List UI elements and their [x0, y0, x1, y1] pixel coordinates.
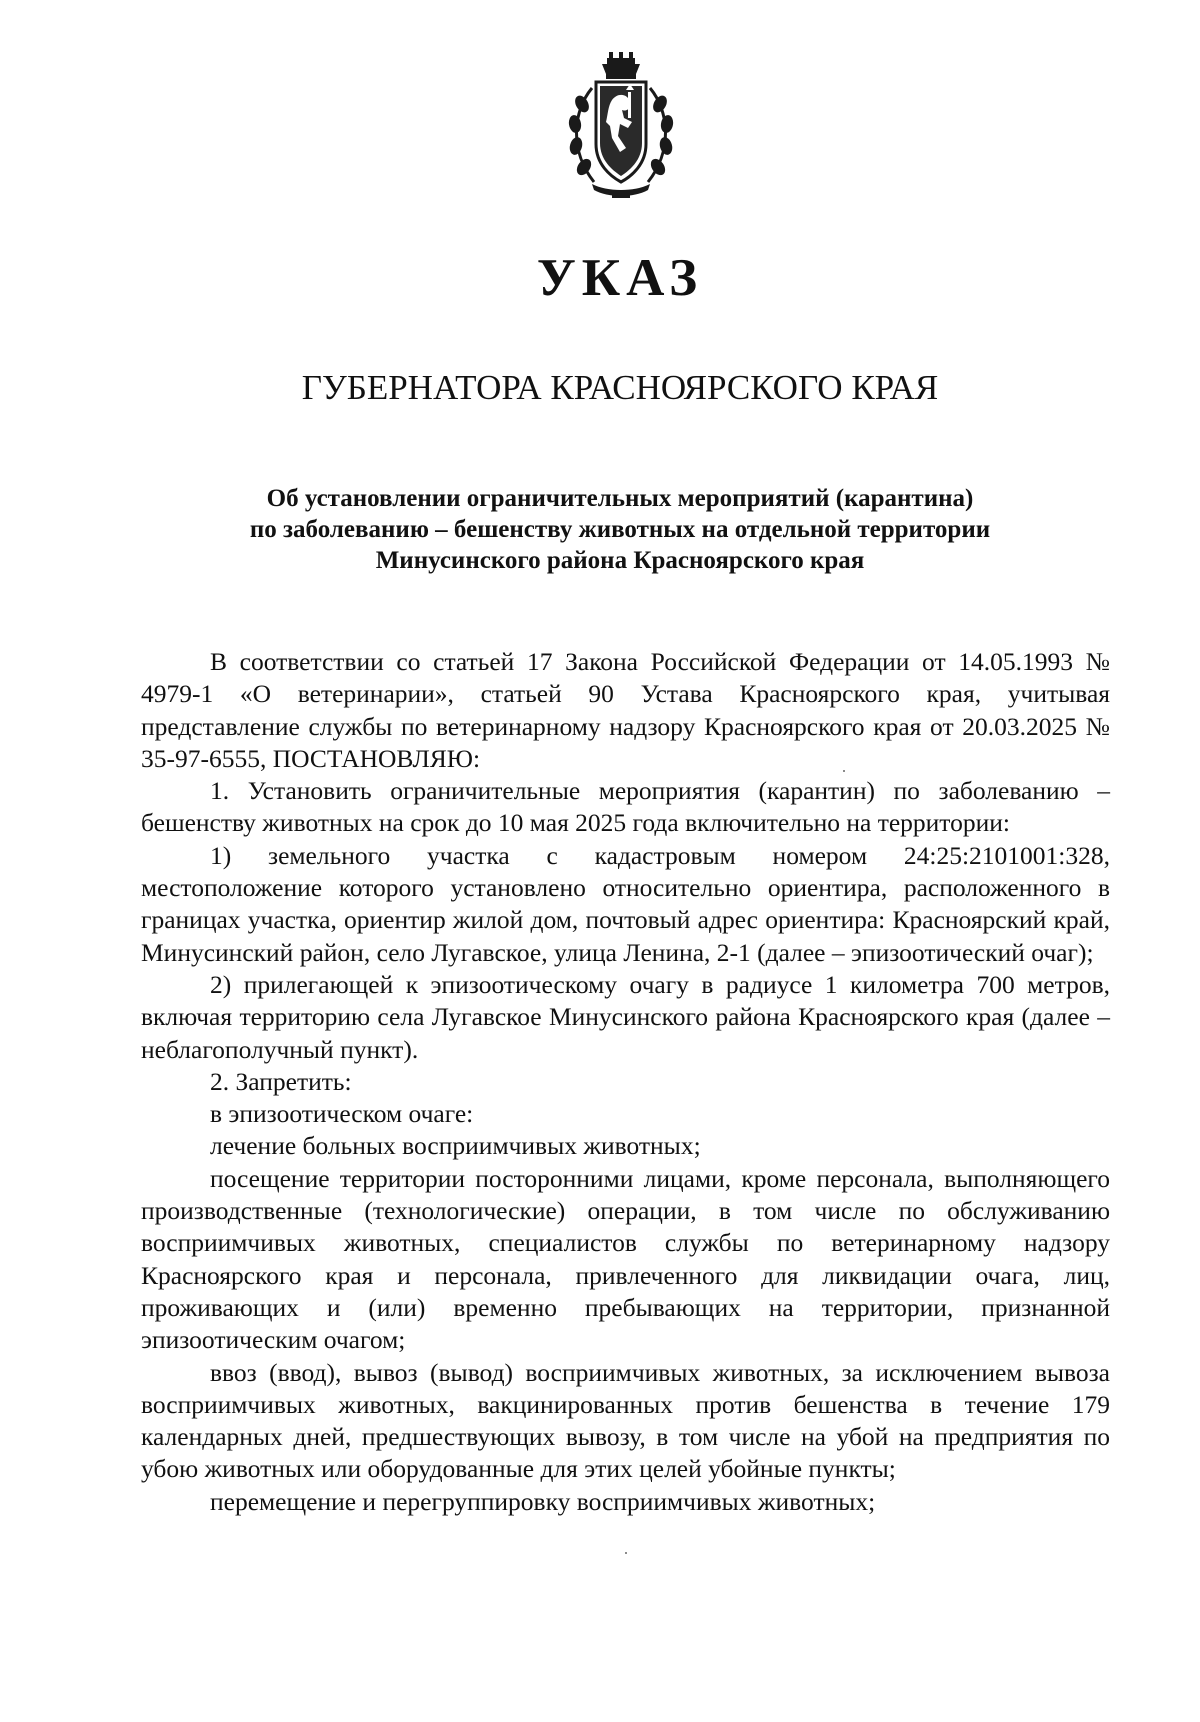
coat-of-arms-icon	[562, 52, 680, 200]
scan-speck	[625, 1552, 627, 1554]
body-paragraph: В соответствии со статьей 17 Закона Российской Федерации от 14.05.1993 № 4979-1 «О ветеринарии», статьей 90 Устава Красноярского края, учитывая представление службы по ветеринарному надзору Красноярского края от 20.03.2025 № 35-97-6555, ПОСТАНОВЛЯЮ:	[141, 647, 1110, 773]
body-paragraph: лечение больных восприимчивых животных;	[210, 1131, 701, 1161]
body-paragraph: 2. Запретить:	[210, 1066, 352, 1096]
document-title	[140, 483, 1100, 576]
body-paragraph: ввоз (ввод), вывоз (вывод) восприимчивых животных, за исключением вывоза восприимчивых животных, вакцинированных против бешенства в течение 179 календарных дней, предшествующих вывозу, в том числе на убой на предприятия по убою животных или оборудованные для этих целей убойные пункты;	[141, 1357, 1110, 1484]
issuer-heading: ГУБЕРНАТОРА КРАСНОЯРСКОГО КРАЯ	[301, 368, 939, 407]
body-paragraph: 1. Установить ограничительные мероприятия (карантин) по заболеванию – бешенству животных на срок до 10 мая 2025 года включительно на территории:	[141, 776, 1110, 838]
body-paragraph: перемещение и перегруппировку восприимчивых животных;	[210, 1486, 876, 1516]
body-paragraph: 1) земельного участка с кадастровым номером 24:25:2101001:328, местоположение которого установлено относительно ориентира, расположенного в границах участка, ориентир жилой дом, почтовый адрес ориентира: Красноярский край, Минусинский район, село Лугавское, улица Ленина, 2-1 (далее – эпизоотический очаг);	[141, 840, 1110, 967]
scan-speck	[843, 770, 845, 772]
body-paragraph: в эпизоотическом очаге:	[210, 1099, 474, 1129]
body-paragraph: посещение территории посторонними лицами, кроме персонала, выполняющего производственные (технологические) операции, в том числе по обслуживанию восприимчивых животных, специалистов службы по ветеринарному надзору Красноярского края и персонала, привлеченного для ликвидации очага, лиц, проживающих и (или) временно пребывающих на территории, признанной эпизоотическим очагом;	[141, 1163, 1110, 1355]
body-paragraph: 2) прилегающей к эпизоотическому очагу в радиусе 1 километра 700 метров, включая территорию села Лугавское Минусинского района Красноярского края (далее – неблагополучный пункт).	[141, 969, 1110, 1064]
title-line: по заболеванию – бешенству животных на отдельной территории	[249, 516, 991, 543]
title-line: Об установлении ограничительных мероприятий (карантина)	[266, 485, 974, 512]
document-body	[141, 646, 1110, 1518]
document-type: УКАЗ	[536, 249, 704, 307]
title-line: Минусинского района Красноярского края	[375, 547, 865, 574]
